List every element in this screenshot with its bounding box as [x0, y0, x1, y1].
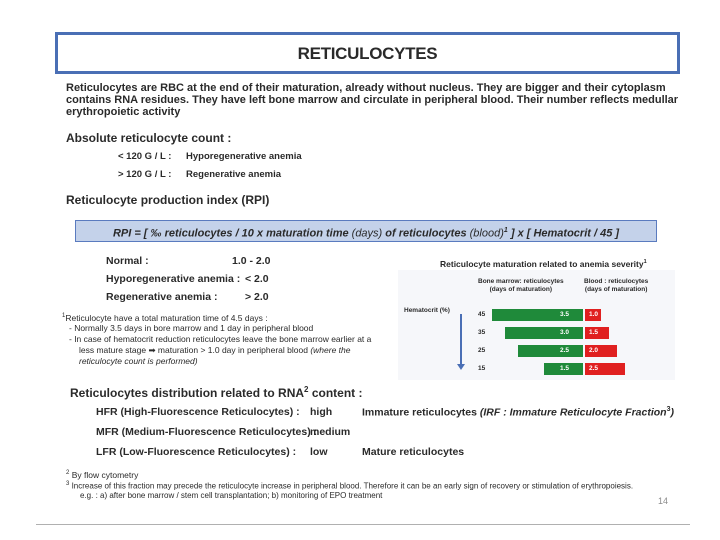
rna-row-label: LFR (Low-Fluorescence Reticulocytes) :	[96, 446, 297, 458]
formula-part: (days)	[351, 227, 383, 240]
chart-title-text: Reticulocyte maturation related to anemia severity	[440, 259, 644, 269]
rna-row-extra-sup: 3	[666, 406, 671, 413]
hematocrit-tick-label: 35	[478, 329, 486, 336]
blood-bar-label: 2.0	[589, 347, 599, 354]
footnote-text: By flow cytometry	[71, 469, 139, 480]
page-title: RETICULOCYTES	[297, 44, 438, 63]
count-row-meaning: Regenerative anemia	[186, 169, 282, 180]
marrow-bar-label: 3.0	[559, 329, 569, 336]
col-header-line: Blood : reticulocytes	[584, 278, 649, 285]
bottom-divider	[36, 524, 690, 525]
marrow-bar	[505, 327, 583, 339]
rpi-range-label: Normal :	[106, 255, 149, 267]
marrow-bar	[518, 345, 583, 357]
rna-row-extra-end: )	[670, 406, 674, 419]
rna-heading	[70, 385, 362, 400]
formula-part: RPI = [ ‰ reticulocytes / 10 x maturation time	[112, 227, 352, 240]
maturation-chart	[398, 270, 675, 380]
arrow-down-icon	[457, 364, 465, 370]
footnote-1-line: reticulocyte count is performed)	[79, 356, 198, 366]
absolute-count-heading: Absolute reticulocyte count :	[66, 131, 232, 145]
footnote-3b: e.g. : a) after bone marrow / stem cell transplantation; b) monitoring of EPO treatment	[80, 491, 383, 500]
footnote-text: (where the	[310, 345, 351, 355]
formula-sup: 1	[503, 227, 508, 234]
blood-bar-label: 1.0	[589, 311, 599, 318]
footnote-text: Increase of this fraction may precede the reticulocyte increase in peripheral blood. Therefore it can be an early sign of recovery or stimulation of erythropoiesis.	[71, 481, 634, 491]
blood-bar	[585, 363, 625, 375]
rna-row-label: MFR (Medium-Fluorescence Reticulocytes) :	[96, 426, 318, 438]
footnote-1-line	[62, 311, 268, 324]
rna-row-desc: Mature reticulocytes	[362, 446, 465, 458]
y-axis-arrow-line	[460, 314, 462, 366]
rna-row-extra: (IRF : Immature Reticulocyte Fraction	[479, 406, 667, 419]
rna-row-level: medium	[310, 426, 351, 438]
blood-bar-label: 1.5	[589, 329, 599, 336]
footnote-mark: 1	[62, 313, 66, 319]
rpi-range-label: Regenerative anemia :	[106, 291, 218, 303]
rna-row-label: HFR (High-Fluorescence Reticulocytes) :	[96, 406, 300, 418]
y-axis-label: Hematocrit (%)	[404, 307, 450, 314]
rpi-range-value: > 2.0	[245, 291, 269, 303]
rpi-range-value: 1.0 - 2.0	[232, 255, 271, 267]
rpi-range-value: < 2.0	[245, 273, 269, 285]
marrow-bar-label: 1.5	[559, 365, 569, 372]
col-header-line: (days of maturation)	[584, 286, 648, 293]
rna-heading-text: Reticulocytes distribution related to RNA	[70, 386, 305, 400]
col-header-line: Bone marrow: reticulocytes	[478, 278, 564, 285]
formula-part: (blood)	[469, 227, 504, 240]
rpi-heading: Reticulocyte production index (RPI)	[66, 193, 270, 207]
blood-bar	[585, 345, 617, 357]
blood-bar	[585, 327, 609, 339]
marrow-bar	[492, 309, 583, 321]
marrow-bar-label: 2.5	[559, 347, 569, 354]
footnote-text: less mature stage ➡ maturation > 1.0 day in peripheral blood	[79, 345, 311, 355]
count-row-value: > 120 G / L :	[118, 169, 172, 180]
footnote-1-line: - In case of hematocrit reduction reticulocytes leave the bone marrow earlier at a	[69, 334, 372, 344]
rna-heading-text: content :	[308, 386, 363, 400]
count-row-meaning: Hyporegenerative anemia	[186, 151, 302, 162]
intro-paragraph: Reticulocytes are RBC at the end of their maturation, already without nucleus. They are bigger and their cytoplasm contains RNA residues. They have left bone marrow and circulate in peripheral blood. Their number reflects medullar erythropoietic activity	[66, 82, 679, 118]
col-header-blood	[584, 278, 648, 294]
footnote-mark: 3	[66, 481, 70, 487]
marrow-bar	[544, 363, 583, 375]
rna-row-desc-text: Immature reticulocytes	[362, 406, 477, 419]
hematocrit-tick-label: 15	[478, 365, 486, 372]
title-box	[55, 32, 680, 74]
marrow-bar-label: 3.5	[559, 311, 569, 318]
rna-heading-sup: 2	[304, 385, 309, 394]
rpi-range-label: Hyporegenerative anemia :	[106, 273, 241, 285]
formula-part: ] x [ Hematocrit / 45 ]	[507, 227, 620, 240]
count-row-value: < 120 G / L :	[118, 151, 172, 162]
col-header-line: (days of maturation)	[489, 286, 553, 293]
footnote-1-line: - Normally 3.5 days in bore marrow and 1 day in peripheral blood	[69, 323, 314, 333]
blood-bar	[585, 309, 601, 321]
blood-bar-label: 2.5	[589, 365, 599, 372]
formula-part: of reticulocytes	[382, 227, 470, 240]
chart-title	[440, 259, 647, 269]
rna-row-level: low	[310, 446, 328, 458]
hematocrit-tick-label: 25	[478, 347, 486, 354]
rna-row-desc	[362, 406, 674, 419]
rna-row-level: high	[310, 406, 333, 418]
rpi-formula	[75, 220, 657, 242]
hematocrit-tick-label: 45	[478, 311, 486, 318]
page-number: 14	[658, 496, 669, 506]
footnote-text: Reticulocyte have a total maturation time of 4.5 days :	[65, 312, 268, 323]
col-header-marrow	[478, 278, 564, 294]
chart-title-sup: 1	[643, 259, 647, 266]
footnote-1-line	[79, 345, 351, 356]
footnote-mark: 2	[66, 470, 70, 476]
